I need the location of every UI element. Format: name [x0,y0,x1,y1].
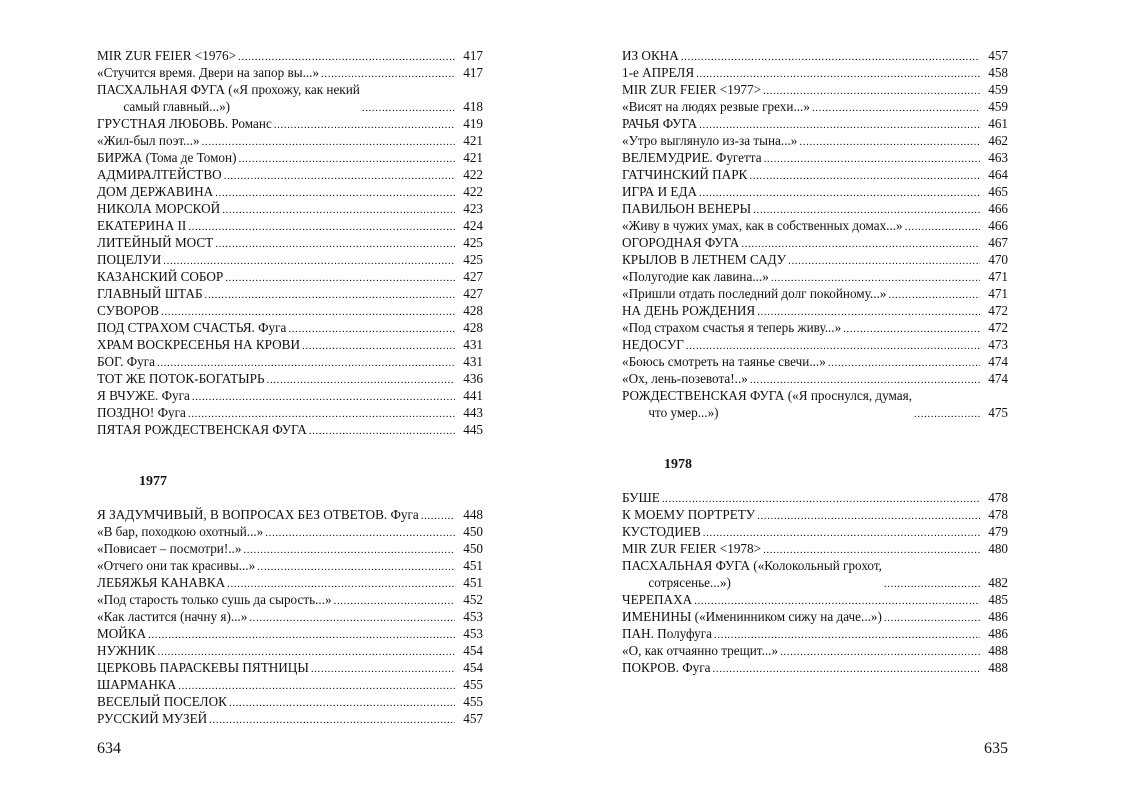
toc-entry [622,47,1008,64]
dot-leader [192,390,455,404]
dot-leader [238,50,455,64]
toc-entry [622,166,1008,183]
toc-entry [622,319,1008,336]
dot-leader [267,373,455,387]
dot-leader [243,543,455,557]
dot-leader [686,339,980,353]
entry-title: «Утро выглянуло из-за тына...» [622,133,798,148]
entry-title: «Висят на людях резвые грехи...» [622,99,810,114]
toc-entry [622,523,1008,540]
entry-page-number: 454 [463,643,483,658]
toc-entry [622,625,1008,642]
entry-page-number: 470 [988,252,1008,267]
toc-entry [97,557,483,574]
toc-entry [622,642,1008,659]
dot-leader [148,628,455,642]
dot-leader [757,509,980,523]
entry-title: «Пришли отдать последний долг покойному...» [622,286,887,301]
dot-leader [713,662,980,676]
dot-leader [178,679,455,693]
toc-1977 [97,506,483,727]
toc-entry [622,132,1008,149]
toc-entry [97,81,483,115]
toc-entry [97,149,483,166]
dot-leader [914,407,980,421]
toc-1977-continued [622,47,1008,421]
toc-entry [97,217,483,234]
entry-title: ШАРМАНКА [97,677,177,692]
entry-page-number: 445 [463,422,483,437]
entry-page-number: 455 [463,694,483,709]
entry-page-number: 454 [463,660,483,675]
dot-leader [224,169,455,183]
dot-leader [763,543,980,557]
dot-leader [157,356,455,370]
dot-leader [741,237,980,251]
entry-page-number: 451 [463,558,483,573]
dot-leader [884,611,980,625]
dot-leader [905,220,980,234]
entry-page-number: 459 [988,99,1008,114]
dot-leader [311,662,455,676]
dot-leader [714,628,980,642]
toc-entry [97,183,483,200]
dot-leader [812,101,980,115]
entry-title: АДМИРАЛТЕЙСТВО [97,167,222,182]
toc-entry [97,506,483,523]
dot-leader [215,237,455,251]
entry-page-number: 421 [463,150,483,165]
entry-title: КУСТОДИЕВ [622,524,701,539]
dot-leader [188,220,455,234]
entry-page-number: 451 [463,575,483,590]
entry-page-number: 422 [463,184,483,199]
entry-page-number: 450 [463,541,483,556]
dot-leader [763,84,980,98]
dot-leader [288,322,455,336]
toc-entry [97,64,483,81]
entry-title: ГАТЧИНСКИЙ ПАРК [622,167,748,182]
dot-leader [163,254,455,268]
page-number-right: 635 [984,740,1008,757]
entry-title: НИКОЛА МОРСКОЙ [97,201,221,216]
dot-leader [321,67,455,81]
entry-title: НА ДЕНЬ РОЖДЕНИЯ [622,303,756,318]
entry-page-number: 472 [988,320,1008,335]
dot-leader [764,152,980,166]
entry-page-number: 463 [988,150,1008,165]
entry-page-number: 457 [463,711,483,726]
entry-page-number: 479 [988,524,1008,539]
entry-title: «Ох, лень-позевота!..» [622,371,748,386]
dot-leader [888,288,980,302]
toc-1978 [622,489,1008,676]
entry-page-number: 417 [463,48,483,63]
toc-entry [622,149,1008,166]
entry-title: ГРУСТНАЯ ЛЮБОВЬ. Романс [97,116,272,131]
entry-title: 1-е АПРЕЛЯ [622,65,695,80]
toc-entry [97,268,483,285]
toc-entry [622,387,1008,421]
entry-title: РОЖДЕСТВЕНСКАЯ ФУГА («Я проснулся, думая, что умер...») [622,388,913,420]
entry-page-number: 418 [463,99,483,114]
dot-leader [703,526,980,540]
toc-entry [622,64,1008,81]
toc-entry [622,591,1008,608]
entry-page-number: 486 [988,626,1008,641]
dot-leader [753,203,980,217]
dot-leader [215,186,455,200]
entry-page-number: 458 [988,65,1008,80]
entry-title: ВЕСЕЛЫЙ ПОСЕЛОК [97,694,227,709]
entry-page-number: 428 [463,320,483,335]
dot-leader [757,305,980,319]
toc-entry [622,268,1008,285]
entry-title: ИГРА И ЕДА [622,184,698,199]
toc-entry [97,132,483,149]
toc-entry [622,353,1008,370]
dot-leader [225,271,455,285]
toc-entry [97,353,483,370]
entry-page-number: 473 [988,337,1008,352]
dot-leader [780,645,980,659]
dot-leader [249,611,455,625]
dot-leader [202,135,455,149]
entry-title: Я ЗАДУМЧИВЫЙ, В ВОПРОСАХ БЕЗ ОТВЕТОВ. Фуга [97,507,419,522]
toc-entry [622,200,1008,217]
entry-page-number: 423 [463,201,483,216]
entry-page-number: 472 [988,303,1008,318]
entry-title: «Под старость только сушь да сырость...» [97,592,332,607]
toc-entry [97,608,483,625]
entry-title: СУВОРОВ [97,303,160,318]
toc-entry [97,625,483,642]
toc-entry [622,608,1008,625]
toc-entry [97,115,483,132]
entry-page-number: 478 [988,507,1008,522]
dot-leader [362,101,455,115]
dot-leader [158,645,455,659]
entry-page-number: 427 [463,286,483,301]
toc-entry [97,336,483,353]
toc-entry [97,574,483,591]
entry-page-number: 475 [988,405,1008,420]
toc-entry [622,183,1008,200]
entry-title: «Боюсь смотреть на таянье свечи...» [622,354,826,369]
toc-entry [97,166,483,183]
entry-page-number: 488 [988,643,1008,658]
toc-entry [97,319,483,336]
entry-page-number: 471 [988,286,1008,301]
section-year-1978: 1978 [664,457,692,472]
entry-title: MIR ZUR FEIER <1978> [622,541,762,556]
entry-title: «О, как отчаянно трещит...» [622,643,779,658]
entry-title: БУШЕ [622,490,660,505]
entry-page-number: 486 [988,609,1008,624]
toc-entry [97,591,483,608]
entry-page-number: 443 [463,405,483,420]
dot-leader [205,288,455,302]
entry-page-number: 436 [463,371,483,386]
entry-title: К МОЕМУ ПОРТРЕТУ [622,507,756,522]
entry-page-number: 464 [988,167,1008,182]
dot-leader [828,356,980,370]
entry-page-number: 466 [988,218,1008,233]
toc-entry [622,506,1008,523]
entry-page-number: 459 [988,82,1008,97]
entry-page-number: 488 [988,660,1008,675]
dot-leader [696,67,980,81]
entry-title: «Живу в чужих умах, как в собственных домах...» [622,218,903,233]
entry-page-number: 427 [463,269,483,284]
entry-title: НУЖНИК [97,643,156,658]
entry-title: ПАСХАЛЬНАЯ ФУГА («Колокольный грохот, сотрясенье...») [622,558,882,590]
toc-entry [97,47,483,64]
dot-leader [265,526,455,540]
entry-title: ЕКАТЕРИНА II [97,218,187,233]
toc-entry [97,251,483,268]
toc-entry [97,642,483,659]
entry-title: БИРЖА (Тома де Томон) [97,150,237,165]
toc-entry [97,234,483,251]
entry-page-number: 453 [463,626,483,641]
entry-page-number: 485 [988,592,1008,607]
dot-leader [681,50,980,64]
toc-entry [622,251,1008,268]
entry-title: ПАН. Полуфуга [622,626,713,641]
toc-entry [97,523,483,540]
dot-leader [222,203,455,217]
entry-title: ГЛАВНЫЙ ШТАБ [97,286,203,301]
entry-title: РАЧЬЯ ФУГА [622,116,698,131]
dot-leader [750,373,980,387]
toc-entry [622,336,1008,353]
entry-title: «Как ластится (начну я)...» [97,609,248,624]
left-page [97,0,483,800]
toc-entry [622,659,1008,676]
entry-page-number: 441 [463,388,483,403]
entry-title: НЕДОСУГ [622,337,684,352]
toc-entry [97,676,483,693]
entry-title: ПОКРОВ. Фуга [622,660,711,675]
section-year-1977: 1977 [139,474,167,489]
toc-entry [97,302,483,319]
entry-title: «Отчего они так красивы...» [97,558,256,573]
entry-title: ПАВИЛЬОН ВЕНЕРЫ [622,201,752,216]
entry-title: ЛЕБЯЖЬЯ КАНАВКА [97,575,226,590]
entry-page-number: 474 [988,354,1008,369]
toc-entry [622,540,1008,557]
entry-title: ПЯТАЯ РОЖДЕСТВЕНСКАЯ ФУГА [97,422,307,437]
toc-entry [622,234,1008,251]
dot-leader [257,560,455,574]
dot-leader [788,254,980,268]
toc-entry [97,200,483,217]
dot-leader [229,696,455,710]
entry-page-number: 450 [463,524,483,539]
entry-title: ПОЗДНО! Фуга [97,405,186,420]
entry-title: ЛИТЕЙНЫЙ МОСТ [97,235,214,250]
dot-leader [749,169,980,183]
entry-page-number: 457 [988,48,1008,63]
entry-title: ПАСХАЛЬНАЯ ФУГА («Я прохожу, как некий самый главный...») [97,82,360,114]
page-number-left: 634 [97,740,121,757]
dot-leader [309,424,455,438]
toc-entry [622,557,1008,591]
entry-page-number: 424 [463,218,483,233]
entry-page-number: 421 [463,133,483,148]
toc-entry [622,115,1008,132]
toc-entry [622,370,1008,387]
toc-entry [622,81,1008,98]
toc-entry [97,659,483,676]
toc-entry [97,693,483,710]
dot-leader [209,713,455,727]
toc-entry [97,421,483,438]
entry-title: ПОЦЕЛУИ [97,252,162,267]
dot-leader [699,118,980,132]
entry-title: ДОМ ДЕРЖАВИНА [97,184,214,199]
entry-title: ТОТ ЖЕ ПОТОК-БОГАТЫРЬ [97,371,265,386]
entry-title: ИМЕНИНЫ («Именинником сижу на даче...») [622,609,882,624]
toc-entry [622,302,1008,319]
entry-title: ХРАМ ВОСКРЕСЕНЬЯ НА КРОВИ [97,337,300,352]
entry-page-number: 431 [463,337,483,352]
dot-leader [238,152,455,166]
toc-entry [97,540,483,557]
entry-title: «Полугодие как лавина...» [622,269,769,284]
dot-leader [421,509,455,523]
entry-page-number: 419 [463,116,483,131]
entry-page-number: 480 [988,541,1008,556]
entry-page-number: 417 [463,65,483,80]
toc-entry [97,404,483,421]
entry-page-number: 425 [463,252,483,267]
toc-entry [622,98,1008,115]
toc-1976-continued [97,47,483,438]
entry-title: Я ВЧУЖЕ. Фуга [97,388,190,403]
entry-title: MIR ZUR FEIER <1977> [622,82,762,97]
entry-title: КАЗАНСКИЙ СОБОР [97,269,224,284]
dot-leader [694,594,980,608]
entry-page-number: 452 [463,592,483,607]
entry-page-number: 455 [463,677,483,692]
entry-page-number: 448 [463,507,483,522]
toc-entry [97,285,483,302]
toc-entry [97,710,483,727]
entry-page-number: 474 [988,371,1008,386]
entry-title: КРЫЛОВ В ЛЕТНЕМ САДУ [622,252,787,267]
entry-title: ОГОРОДНАЯ ФУГА [622,235,740,250]
entry-title: «Стучится время. Двери на запор вы...» [97,65,320,80]
entry-page-number: 431 [463,354,483,369]
dot-leader [662,492,980,506]
dot-leader [699,186,980,200]
entry-title: MIR ZUR FEIER <1976> [97,48,237,63]
entry-page-number: 422 [463,167,483,182]
entry-title: БОГ. Фуга [97,354,156,369]
entry-title: «Жил-был поэт...» [97,133,200,148]
dot-leader [884,577,980,591]
entry-page-number: 453 [463,609,483,624]
toc-entry [622,489,1008,506]
toc-entry [622,217,1008,234]
entry-title: ЧЕРЕПАХА [622,592,693,607]
dot-leader [188,407,455,421]
toc-entry [97,370,483,387]
entry-page-number: 428 [463,303,483,318]
dot-leader [843,322,980,336]
entry-title: РУССКИЙ МУЗЕЙ [97,711,208,726]
entry-page-number: 461 [988,116,1008,131]
entry-page-number: 462 [988,133,1008,148]
entry-title: ИЗ ОКНА [622,48,679,63]
toc-entry [622,285,1008,302]
entry-title: «В бар, походкою охотный...» [97,524,264,539]
dot-leader [302,339,455,353]
entry-title: МОЙКА [97,626,147,641]
dot-leader [227,577,455,591]
entry-page-number: 425 [463,235,483,250]
toc-entry [97,387,483,404]
entry-title: «Под страхом счастья я теперь живу...» [622,320,842,335]
entry-page-number: 465 [988,184,1008,199]
dot-leader [161,305,455,319]
right-page [622,0,1008,800]
entry-title: ЦЕРКОВЬ ПАРАСКЕВЫ ПЯТНИЦЫ [97,660,309,675]
dot-leader [771,271,980,285]
entry-page-number: 482 [988,575,1008,590]
entry-page-number: 466 [988,201,1008,216]
entry-title: ПОД СТРАХОМ СЧАСТЬЯ. Фуга [97,320,287,335]
entry-title: ВЕЛЕМУДРИЕ. Фугетта [622,150,762,165]
entry-page-number: 478 [988,490,1008,505]
dot-leader [799,135,980,149]
entry-page-number: 471 [988,269,1008,284]
entry-page-number: 467 [988,235,1008,250]
dot-leader [274,118,455,132]
entry-title: «Повисает – посмотри!..» [97,541,242,556]
dot-leader [334,594,455,608]
